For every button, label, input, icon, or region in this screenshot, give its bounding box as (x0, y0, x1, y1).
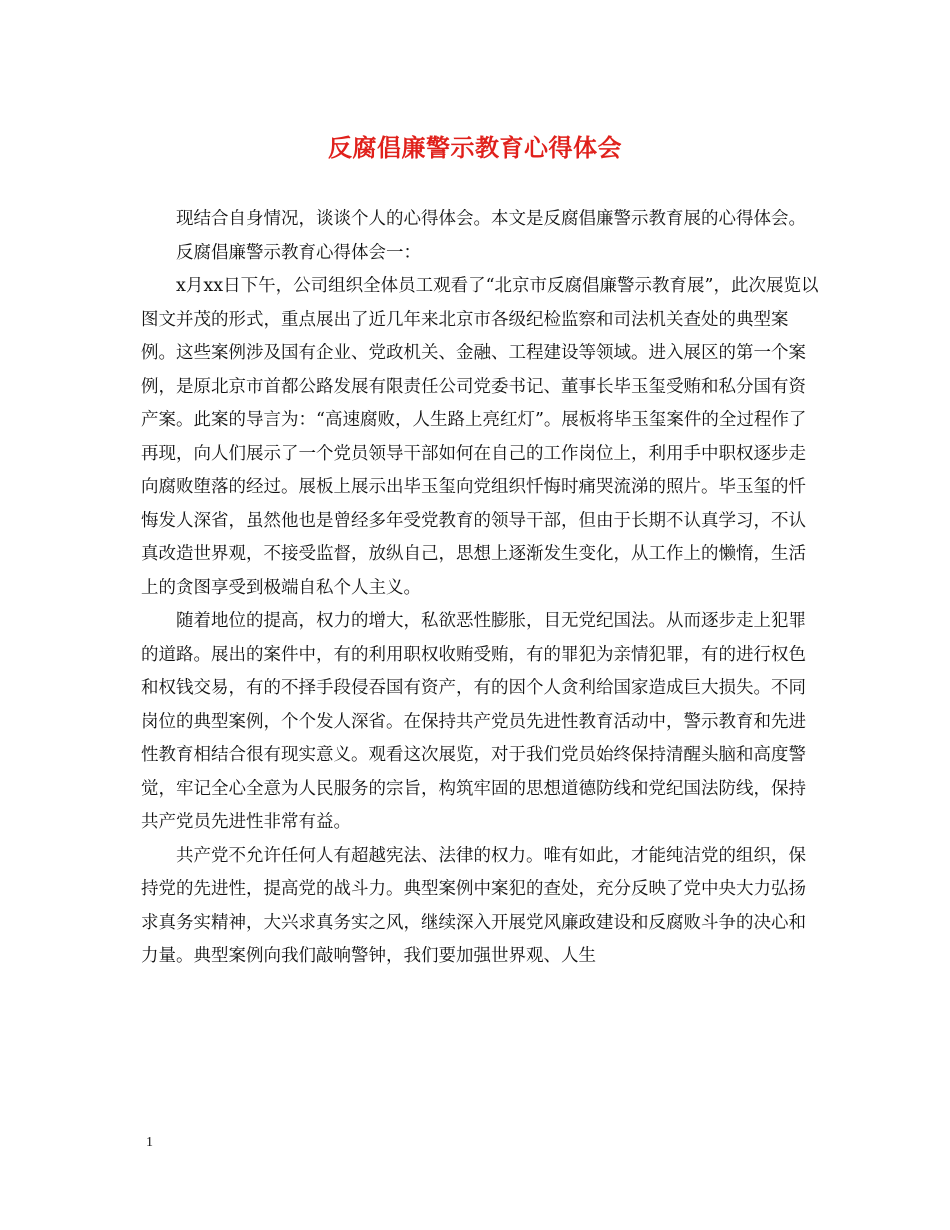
paragraph-intro: 现结合自身情况，谈谈个人的心得体会。本文是反腐倡廉警示教育展的心得体会。 (176, 209, 806, 229)
page-number: 1 (146, 1135, 153, 1150)
paragraph-section-heading: 反腐倡廉警示教育心得体会一： (176, 242, 421, 263)
paragraph-power-and-corruption: 随着地位的提高，权力的增大，私欲恶性膨胀，目无党纪国法。从而逐步走上犯罪的道路。展出的案件中，有的利用职权收贿受贿，有的罪犯为亲情犯罪，有的进行权色和权钱交易，有的不择手段侵吞国有资产，有的因个人贪利给国家造成巨大损失。不同岗位的典型案例，个个发人深省。在保持共产党员先进性教育活动中，警示教育和先进性教育相结合很有现实意义。观看这次展览，对于我们党员始终保持清醒头脑和高度警觉，牢记全心全意为人民服务的宗旨，构筑牢固的思想道德防线和党纪国法防线，保持共产党员先进性非常有益。 (141, 611, 806, 832)
document-title: 反腐倡廉警示教育心得体会 (328, 133, 622, 162)
paragraph-exhibition-case: x月xx日下午，公司组织全体员工观看了“北京市反腐倡廉警示教育展”，此次展览以图文并茂的形式，重点展出了近几年来北京市各级纪检监察和司法机关查处的典型案例。这些案例涉及国有企业、党政机关、金融、工程建设等领域。进入展区的第一个案例，是原北京市首都公路发展有限责任公司党委书记、董事长毕玉玺受贿和私分国有资产案。此案的导言为：“高速腐败，人生路上亮红灯”。展板将毕玉玺案件的全过程作了再现，向人们展示了一个党员领导干部如何在自己的工作岗位上，利用手中职权逐步走向腐败堕落的经过。展板上展示出毕玉玺向党组织忏悔时痛哭流涕的照片。毕玉玺的忏悔发人深省，虽然他也是曾经多年受党教育的领导干部，但由于长期不认真学习，不认真改造世界观，不接受监督，放纵自己，思想上逐渐发生变化，从工作上的懒惰，生活上的贪图享受到极端自私个人主义。 (141, 276, 819, 598)
paragraph-party-discipline: 共产党不允许任何人有超越宪法、法律的权力。唯有如此，才能纯洁党的组织，保持党的先进性，提高党的战斗力。典型案例中案犯的查处，充分反映了党中央大力弘扬求真务实精神，大兴求真务实之风，继续深入开展党风廉政建设和反腐败斗争的决心和力量。典型案例向我们敲响警钟，我们要加强世界观、人生 (141, 845, 806, 966)
document-body (141, 203, 821, 974)
